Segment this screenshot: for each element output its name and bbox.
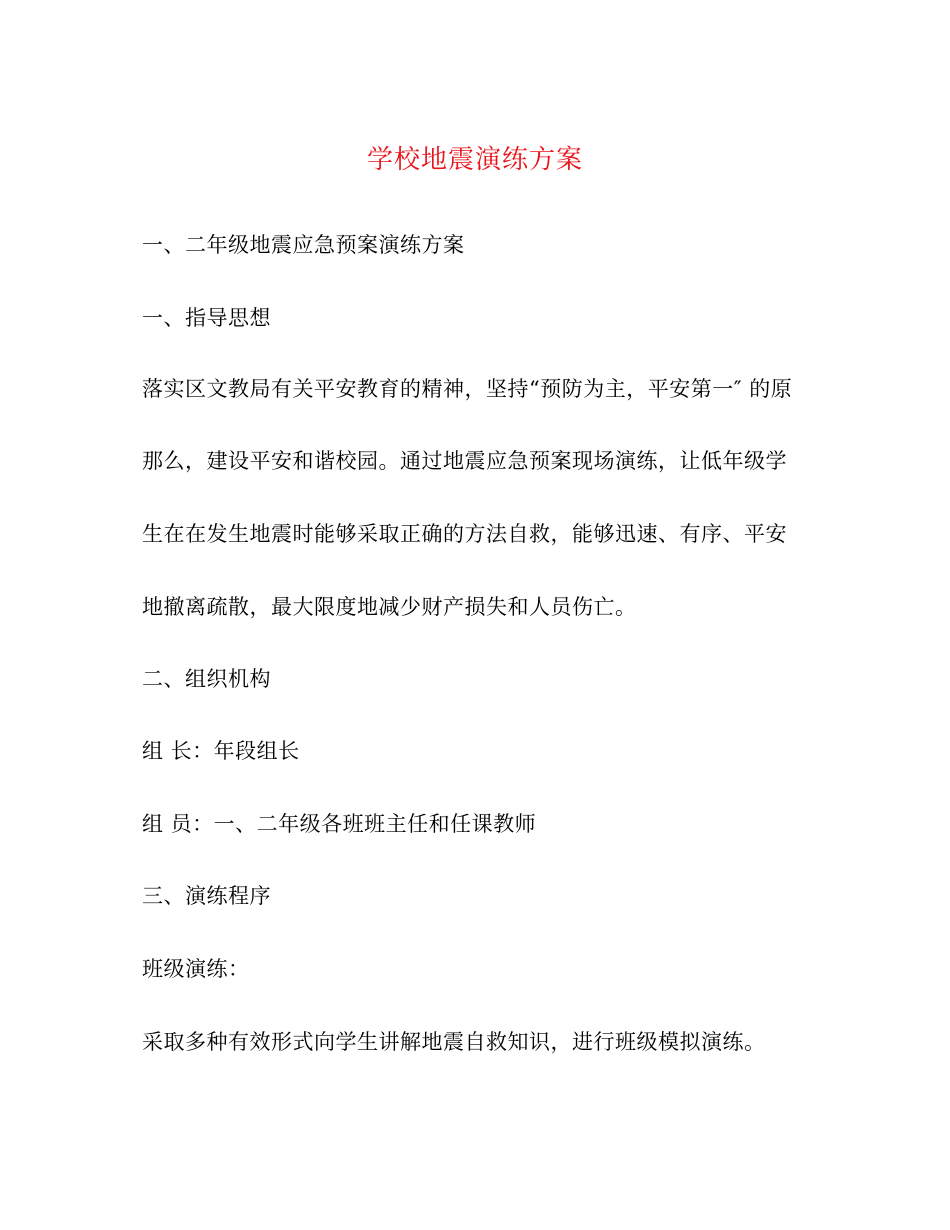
paragraph-line: 采取多种有效形式向学生讲解地震自救知识，进行班级模拟演练。 [142,1030,766,1054]
team-members-line: 组 员：一、二年级各班班主任和任课教师 [142,812,537,836]
paragraph-line: 生在在发生地震时能够采取正确的方法自救，能够迅速、有序、平安 [142,522,787,546]
heading-grade-plan: 一、二年级地震应急预案演练方案 [142,233,465,257]
section-heading-organization: 二、组织机构 [142,667,271,691]
subheading-class-drill: 班级演练： [142,957,250,981]
paragraph-line: 落实区文教局有关平安教育的精神，坚持“预防为主，平安第一″ 的原 [142,377,793,401]
paragraph-line: 那么，建设平安和谐校园。通过地震应急预案现场演练，让低年级学 [142,449,787,473]
section-heading-drill-procedure: 三、演练程序 [142,884,271,908]
document-title: 学校地震演练方案 [366,145,583,175]
section-heading-guiding-ideology: 一、指导思想 [142,306,271,330]
paragraph-line: 地撤离疏散，最大限度地减少财产损失和人员伤亡。 [142,595,637,619]
team-leader-line: 组 长：年段组长 [142,739,300,763]
